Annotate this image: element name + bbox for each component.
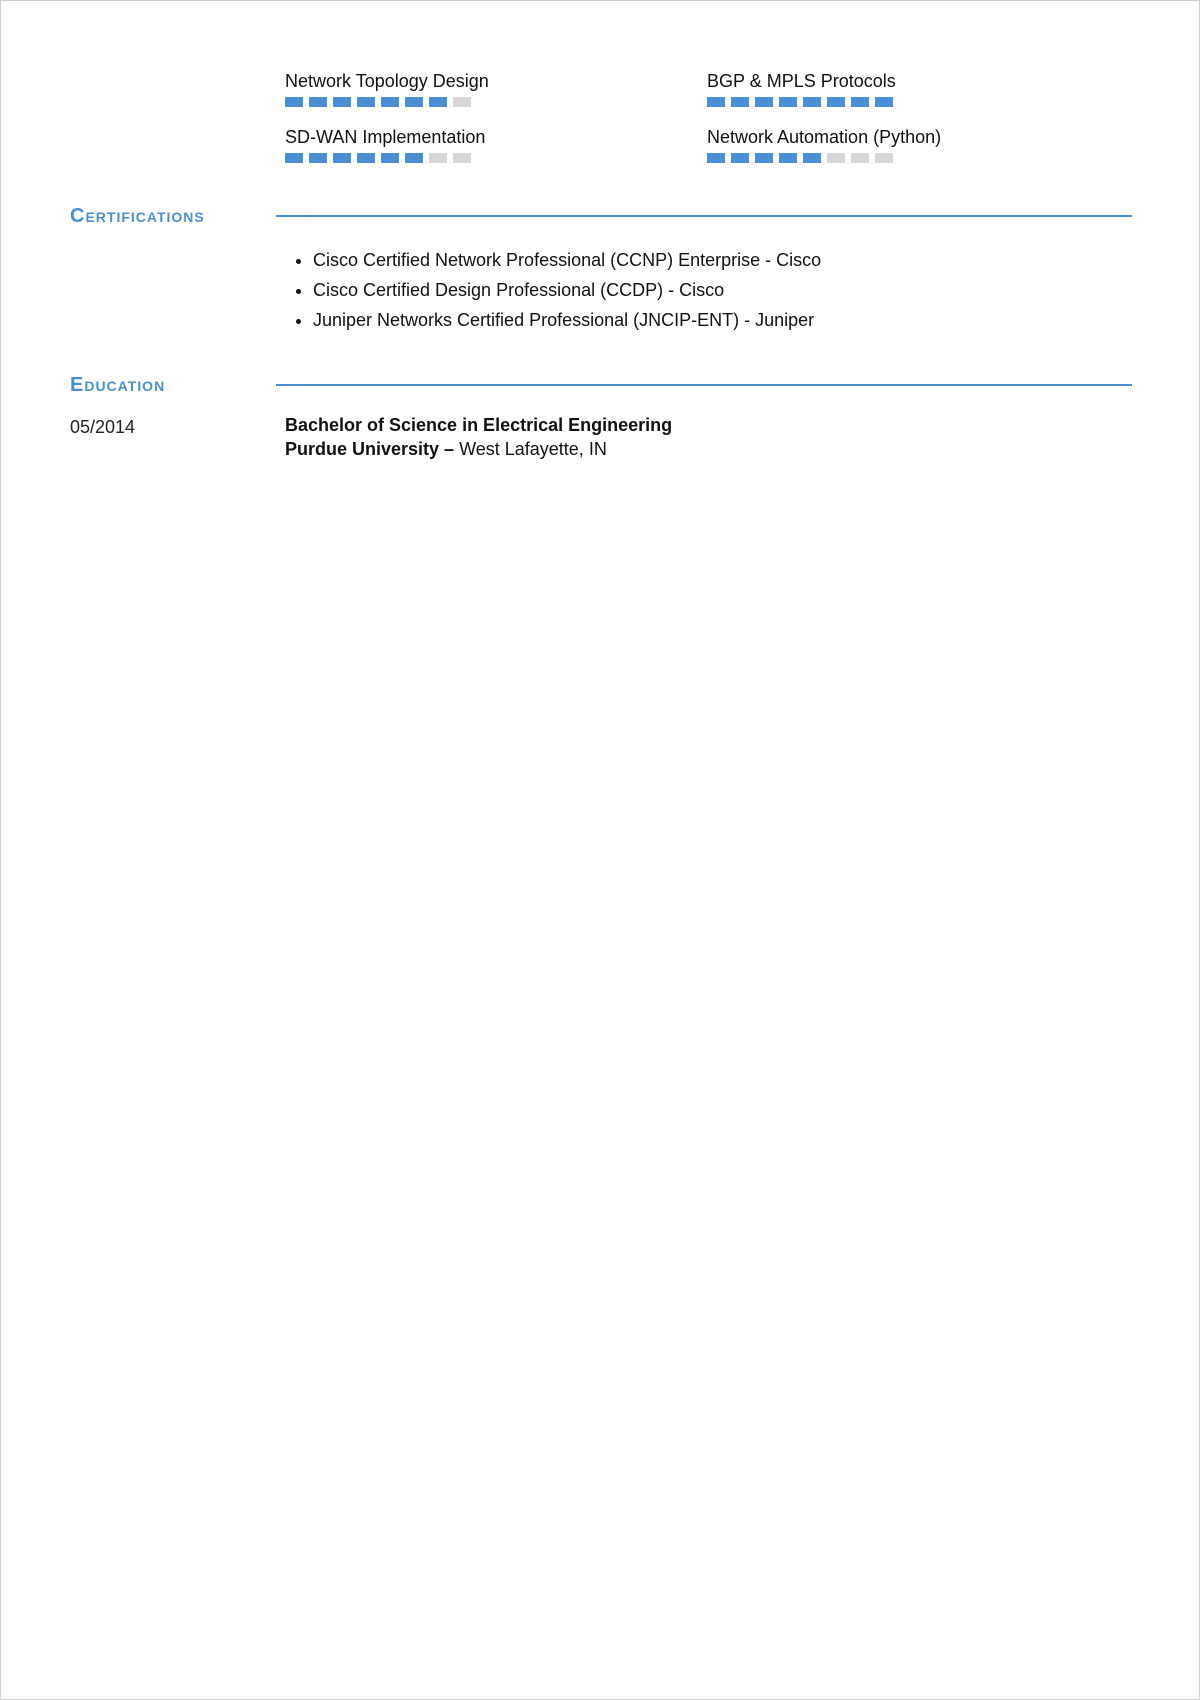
skill-rating-bar [707,97,1005,107]
education-header [70,371,1132,401]
rating-segment-empty [429,153,447,163]
education-degree: Bachelor of Science in Electrical Engineering [285,415,673,435]
rating-segment-filled [779,97,797,107]
rating-segment-empty [453,97,471,107]
skill-item [285,69,707,107]
rating-segment-empty [875,153,893,163]
certification-item: • Cisco Certified Network Professional (CCNP) Enterprise - Cisco [313,245,1133,275]
section-title-certifications: Certifications [70,205,205,227]
skill-rating-bar [285,153,707,163]
rating-segment-filled [707,97,725,107]
skill-name: SD-WAN Implementation [285,127,486,147]
rating-segment-filled [285,153,303,163]
rating-segment-filled [333,153,351,163]
rating-segment-filled [803,153,821,163]
rating-segment-filled [381,153,399,163]
rating-segment-filled [309,97,327,107]
education-date: 05/2014 [70,417,136,437]
rating-segment-filled [875,97,893,107]
rating-segment-filled [405,97,423,107]
skill-item [707,69,1005,107]
section-divider [276,215,1132,217]
rating-segment-filled [707,153,725,163]
certifications-header [70,202,1132,232]
section-divider [276,384,1132,386]
rating-segment-filled [755,97,773,107]
rating-segment-filled [333,97,351,107]
rating-segment-empty [827,153,845,163]
skill-name: Network Automation (Python) [707,127,942,147]
skill-rating-bar [285,97,707,107]
rating-segment-filled [405,153,423,163]
certification-item: • Cisco Certified Design Professional (CCDP) - Cisco [313,275,1133,305]
rating-segment-filled [309,153,327,163]
education-school: Purdue University – [285,439,455,459]
rating-segment-filled [731,97,749,107]
rating-segment-filled [381,97,399,107]
rating-segment-filled [779,153,797,163]
skill-name: Network Topology Design [285,71,489,91]
rating-segment-empty [453,153,471,163]
rating-segment-filled [827,97,845,107]
rating-segment-filled [429,97,447,107]
rating-segment-filled [803,97,821,107]
rating-segment-filled [755,153,773,163]
skill-rating-bar [707,153,1005,163]
certification-item: • Juniper Networks Certified Professional (JNCIP-ENT) - Juniper [313,305,1133,335]
education-location: West Lafayette, IN [459,439,607,459]
certifications-list [285,245,1133,335]
rating-segment-filled [731,153,749,163]
skill-name: BGP & MPLS Protocols [707,71,896,91]
education-entry [285,413,672,461]
section-title-education: Education [70,374,166,396]
rating-segment-empty [851,153,869,163]
rating-segment-filled [357,153,375,163]
rating-segment-filled [357,97,375,107]
rating-segment-filled [285,97,303,107]
rating-segment-filled [851,97,869,107]
skills-grid [285,69,1005,163]
skill-item [707,125,1005,163]
education-school-line [285,437,672,461]
skill-item [285,125,707,163]
